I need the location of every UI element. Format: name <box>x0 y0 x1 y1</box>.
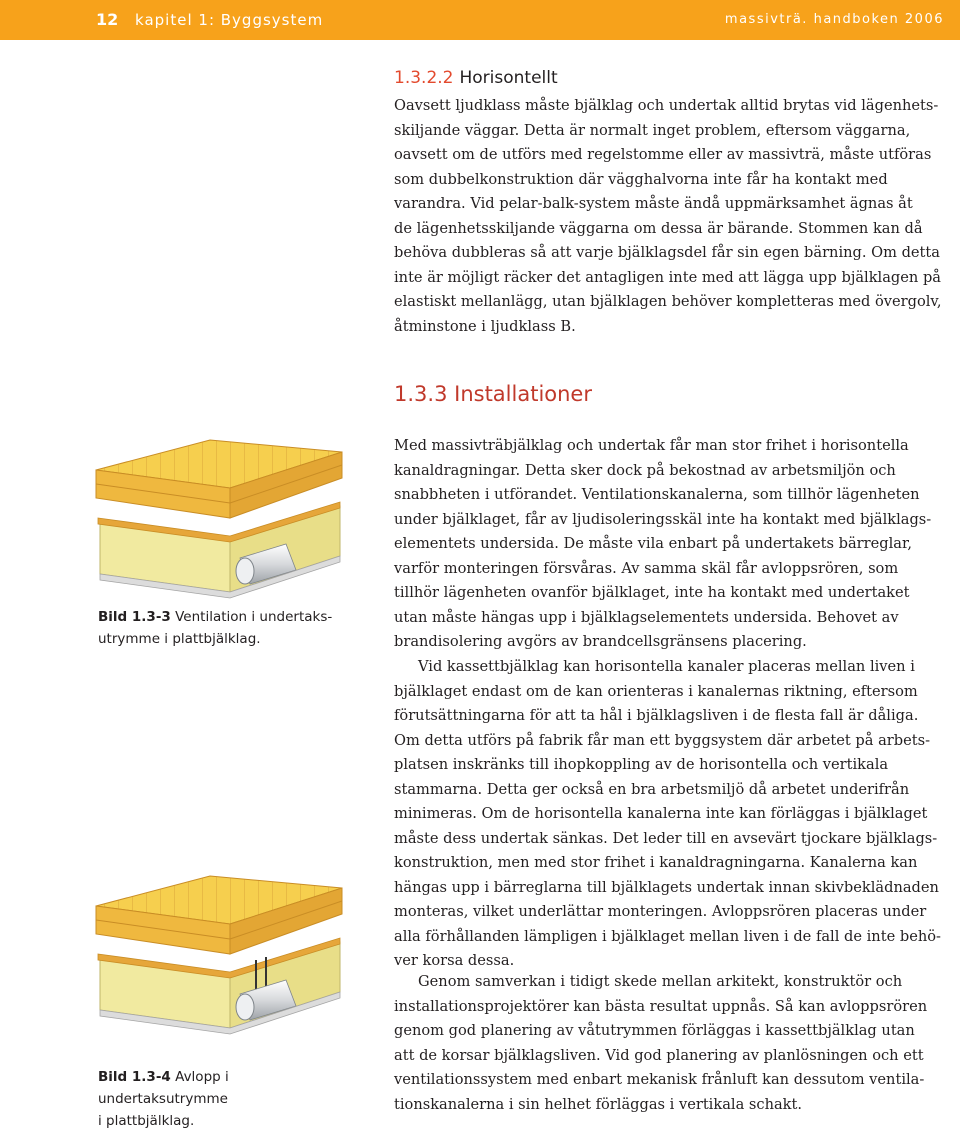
text-line: ventilationssystem med enbart mekanisk frånluft kan dessutom ventila- <box>394 1071 925 1088</box>
text-line: Genom samverkan i tidigt skede mellan arkitekt, konstruktör och <box>418 973 903 990</box>
text-line: brandisolering avgörs av brandcellsgränsens placering. <box>394 633 807 650</box>
book-title: massivträ. handboken 2006 <box>724 12 944 27</box>
text-line: varför monteringen försvåras. Av samma skäl får avloppsrören, som <box>394 559 899 577</box>
text-line: skiljande väggar. Detta är normalt inget problem, eftersom väggarna, <box>394 121 911 139</box>
text-line: oavsett om de utförs med regelstomme eller av massivträ, måste utföras <box>394 146 932 163</box>
text-line: åtminstone i ljudklass B. <box>394 317 576 335</box>
caption-line: i plattbjälklag. <box>98 1113 195 1129</box>
page-header <box>0 0 960 40</box>
text-line: under bjälklaget, får av ljudisoleringsskäl inte ha kontakt med bjälklags- <box>394 510 932 528</box>
section-number: 1.3.2.2 <box>394 68 454 88</box>
text-line: Med massivträbjälklag och undertak får man stor frihet i horisontella <box>394 437 909 454</box>
figure-drain-illustration <box>90 868 348 1054</box>
text-line: Om detta utförs på fabrik får man ett byggsystem där arbetet på arbets- <box>394 731 931 749</box>
text-line: snabbheten i utförandet. Ventilationskanalerna, som tillhör lägenheten <box>394 486 920 503</box>
paragraph-installationer-2 <box>394 655 950 974</box>
text-line: stammarna. Detta ger också en bra arbetsmiljö då arbetet underifrån <box>394 780 910 798</box>
text-line: de lägenhetsskiljande väggarna om dessa är bärande. Stommen kan då <box>394 219 923 237</box>
section-heading-1-3-3 <box>394 382 592 406</box>
text-line: ver korsa dessa. <box>394 952 515 969</box>
section-title: Installationer <box>454 382 592 406</box>
text-line: tionskanalerna i sin helhet förläggas i vertikala schakt. <box>394 1095 803 1113</box>
text-line: utan måste hängas upp i bjälklagselementets undersida. Behovet av <box>394 608 899 626</box>
figure-caption-2 <box>98 1066 348 1132</box>
figure-caption-1 <box>98 606 348 650</box>
text-line: förutsättningarna för att ta hål i bjälklagsliven i de flesta fall är dåliga. <box>394 707 919 724</box>
text-line: minimeras. Om de horisontella kanalerna inte kan förläggas i bjälklaget <box>394 805 928 822</box>
section-heading-1-3-2-2 <box>394 68 558 88</box>
text-line: hängas upp i bärreglarna till bjälklagets undertak innan skivbeklädnaden <box>394 878 939 896</box>
text-line: behöva dubbleras så att varje bjälklagsdel får sin egen bärning. Om detta <box>394 244 940 261</box>
page-number: 12 <box>96 10 119 29</box>
section-title: Horisontellt <box>459 68 558 88</box>
caption-line: Avlopp i undertaksutrymme <box>98 1069 229 1107</box>
text-line: genom god planering av våtutrymmen förläggas i kassettbjälklag utan <box>394 1022 915 1039</box>
text-line: monteras, vilket underlättar monteringen. Avloppsrören placeras under <box>394 903 927 920</box>
text-line: tillhör lägenheten ovanför bjälklaget, inte ha kontakt med undertaket <box>394 584 910 601</box>
text-line: kanaldragningar. Detta sker dock på bekostnad av arbetsmiljön och <box>394 461 896 479</box>
text-line: installationsprojektörer kan bästa resultat uppnås. Så kan avloppsrören <box>394 997 928 1015</box>
paragraph-installationer-1 <box>394 434 950 655</box>
figure-label: Bild 1.3-3 <box>98 609 171 625</box>
chapter-title: kapitel 1: Byggsystem <box>135 11 324 29</box>
text-line: Oavsett ljudklass måste bjälklag och undertak alltid brytas vid lägenhets- <box>394 97 939 114</box>
text-line: att de korsar bjälklagsliven. Vid god planering av planlösningen och ett <box>394 1046 924 1064</box>
text-line: inte är möjligt räcker det antagligen inte med att lägga upp bjälklagen på <box>394 268 941 286</box>
header-left <box>96 0 323 40</box>
text-line: som dubbelkonstruktion där vägghalvorna inte får ha kontakt med <box>394 170 888 188</box>
figure-label: Bild 1.3-4 <box>98 1069 171 1085</box>
paragraph-horisontellt <box>394 94 950 339</box>
paragraph-installationer-3 <box>394 970 950 1117</box>
figure-ventilation-illustration <box>90 432 348 618</box>
text-line: elementets undersida. De måste vila enbart på undertakets bärreglar, <box>394 535 912 552</box>
text-line: måste dess undertak sänkas. Det leder till en avsevärt tjockare bjälklags- <box>394 829 938 847</box>
section-number: 1.3.3 <box>394 382 448 406</box>
text-line: alla förhållanden lämpligen i bjälklaget mellan liven i de fall de inte behö- <box>394 927 941 945</box>
text-line: konstruktion, men med stor frihet i kanaldragningarna. Kanalerna kan <box>394 854 918 871</box>
caption-line: Ventilation i undertaks- <box>175 609 333 625</box>
text-line: Vid kassettbjälklag kan horisontella kanaler placeras mellan liven i <box>418 658 915 675</box>
text-line: varandra. Vid pelar-balk-system måste ändå uppmärksamhet ägnas åt <box>394 195 913 212</box>
text-line: platsen inskränks till ihopkoppling av de horisontella och vertikala <box>394 756 889 773</box>
text-line: bjälklaget endast om de kan orienteras i kanalernas riktning, eftersom <box>394 682 918 700</box>
text-line: elastiskt mellanlägg, utan bjälklagen behöver kompletteras med övergolv, <box>394 293 942 310</box>
caption-line: utrymme i plattbjälklag. <box>98 631 261 647</box>
